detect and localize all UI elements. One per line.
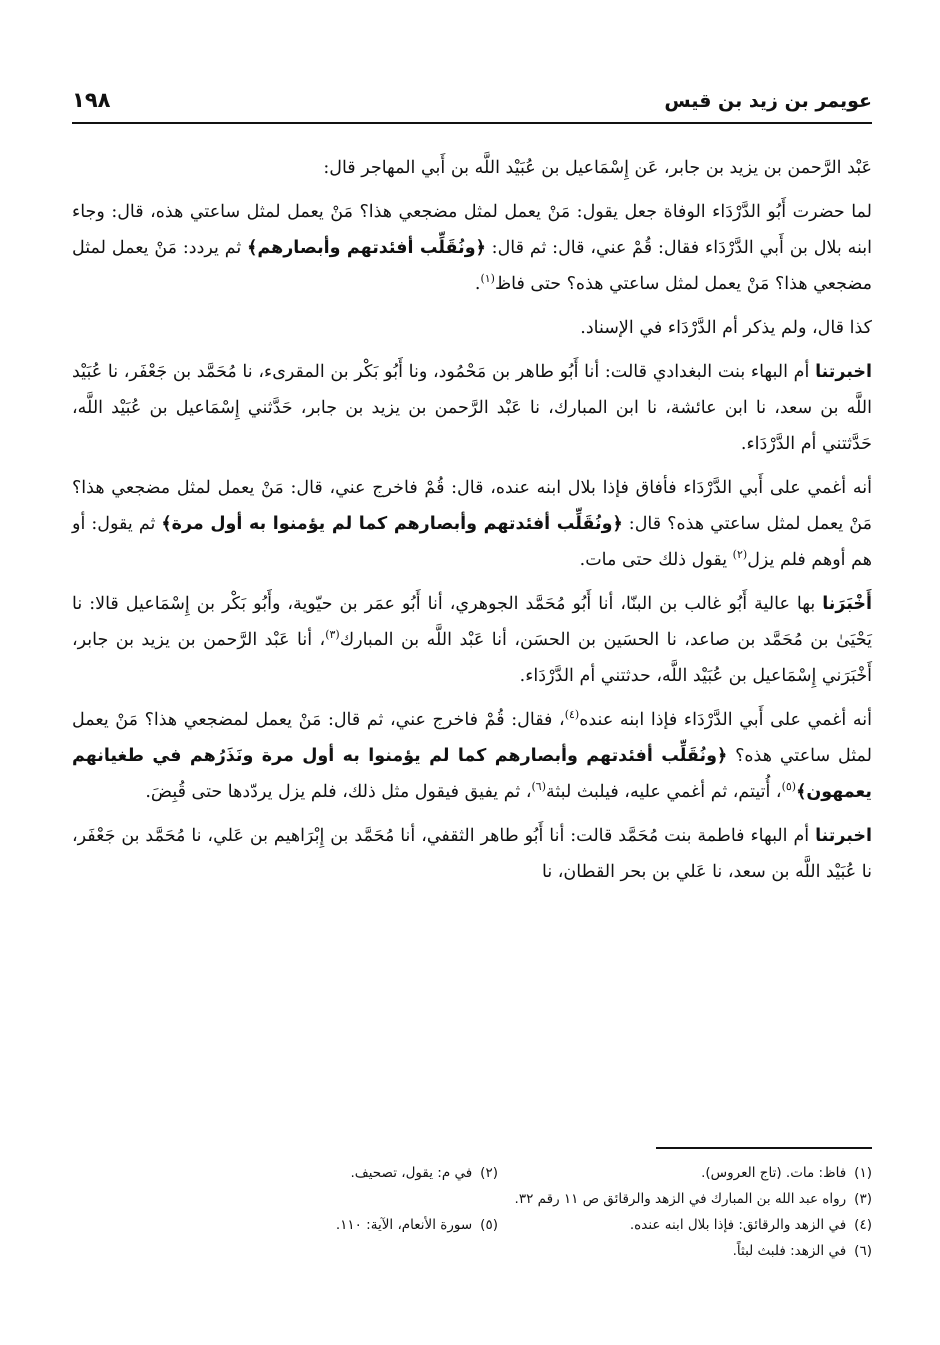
page-header — [72, 86, 872, 122]
footnote-row — [72, 1238, 872, 1264]
paragraph-2 — [72, 194, 872, 302]
footnote-1 — [532, 1160, 872, 1186]
main-text — [72, 150, 872, 898]
footnote-6 — [733, 1238, 872, 1264]
footnote-ref-5[interactable]: (٥) — [781, 780, 797, 794]
footnote-number: (٢) — [480, 1165, 498, 1181]
paragraph-1 — [72, 150, 872, 186]
paragraph-2-text-b: ثم يردد: مَنْ يعمل لمثل مضجعي هذا؟ مَنْ يعمل لمثل ساعتي هذه؟ حتى فاظ — [72, 238, 872, 294]
paragraph-5-text-a: أنه أغمي على أَبي الدَّرْدَاء فأفاق فإذا بلال ابنه عنده، قال: قُمْ فاخرج عني، قال: مَنْ يعمل لمثل مضجعي هذا؟ مَنْ يعمل لمثل ساعتي هذه؟ قال: — [72, 478, 872, 534]
paragraph-6-text-b: ، أنا عَبْد الرَّحمن بن يزيد بن جابر، أَخْبَرَني إِسْمَاعيل بن عُبَيْد اللَّه، حدثتني أم الدَّرْدَاء. — [72, 630, 872, 686]
quran-quote: ﴿ونُقَلِّب أفئدتهم وأبصارهم﴾ — [247, 238, 486, 258]
footnote-row — [72, 1160, 872, 1186]
footnote-ref-1[interactable]: (١) — [480, 272, 495, 286]
paragraph-7-text-b: ، فقال: قُمْ فاخرج عني، ثم قال: مَنْ يعمل لمضجعي هذا؟ مَنْ يعمل لمثل ساعتي هذه؟ — [72, 710, 872, 766]
paragraph-2-text-c: . — [474, 274, 481, 294]
footnote-2 — [350, 1160, 498, 1186]
footnote-text: في م: يقول، تصحيف. — [350, 1165, 473, 1181]
paragraph-2-text-a: لما حضرت أَبُو الدَّرْدَاء الوفاة جعل يقول: مَنْ يعمل لمثل مضجعي هذا؟ مَنْ يعمل لمثل ساعتي هذه، قال: وجاء ابنه بلال بن أَبي الدَّرْدَاء فقال: قُمْ عني، قال: ثم قال: — [72, 202, 873, 258]
paragraph-7-text-c: ، أُتيتم، ثم أغمي عليه، فيلبث لبثة — [546, 782, 782, 802]
footnote-row — [72, 1186, 872, 1212]
footnote-5 — [336, 1212, 498, 1238]
paragraph-8-lead: اخبرتنا — [815, 826, 872, 846]
page-number: ١٩٨ — [72, 88, 111, 112]
footnote-text: في الزهد: فلبث لبثاً. — [732, 1243, 847, 1259]
paragraph-1-text: عَبْد الرَّحمن بن يزيد بن جابر، عَن إِسْمَاعيل بن عُبَيْد اللَّه بن أَبي المهاجر قال: — [323, 158, 872, 178]
footnotes — [72, 1160, 872, 1264]
footnote-text: رواه عبد الله بن المبارك في الزهد والرقائق ص ١١ رقم ٣٢. — [514, 1191, 847, 1207]
paragraph-8 — [72, 818, 872, 890]
footnote-text: فاظ: مات. (تاج العروس). — [701, 1165, 847, 1181]
footnote-ref-2[interactable]: (٢) — [732, 548, 748, 562]
paragraph-4 — [72, 354, 872, 462]
paragraph-7-text-d: ، ثم يفيق فيقول مثل ذلك، فلم يزل يردّدها حتى قُبِضَ. — [145, 782, 532, 802]
footnote-4 — [532, 1212, 872, 1238]
paragraph-6 — [72, 586, 872, 694]
footnote-number: (١) — [854, 1165, 872, 1181]
quran-quote: ﴿ونُقَلِّب أفئدتهم وأبصارهم كما لم يؤمنوا به أول مرة ونَذَرُهم في طغيانهم يعمهون﴾ — [72, 746, 872, 802]
footnote-number: (٥) — [480, 1217, 498, 1233]
footnote-row — [72, 1212, 872, 1238]
paragraph-5-text-b: ثم يقول: أو هم أوهم فلم يزل — [72, 514, 872, 570]
footnote-ref-4[interactable]: (٤) — [564, 708, 580, 722]
footnote-3 — [515, 1186, 872, 1212]
footnote-number: (٤) — [854, 1217, 872, 1233]
footnote-ref-6[interactable]: (٦) — [531, 780, 546, 794]
paragraph-7-text-a: أنه أغمي على أَبي الدَّرْدَاء فإذا ابنه عنده — [579, 710, 872, 730]
paragraph-6-lead: أَخْبَرَنا — [822, 594, 872, 614]
footnote-text: سورة الأنعام، الآية: ١١٠. — [335, 1217, 473, 1233]
paragraph-6-text-a: بها عالية أَبُو غالب بن البنّا، أنا أَبُو مُحَمَّد الجوهري، أنا أَبُو عمَر بن حيّوية، وأَبُو بَكْر بن إِسْمَاعيل قالا: نا يَحْيَىٰ بن مُحَمَّد بن صاعد، نا الحسَين بن الحسَن، أنا عَبْد اللَّه بن المبارك — [72, 594, 872, 650]
footnote-divider — [656, 1147, 872, 1149]
paragraph-7 — [72, 702, 872, 810]
footnote-number: (٣) — [854, 1191, 872, 1207]
paragraph-5 — [72, 470, 872, 578]
footnote-number: (٦) — [854, 1243, 872, 1259]
paragraph-4-text: أم البهاء بنت البغدادي قالت: أنا أَبُو طاهر بن مَحْمُود، ونا أَبُو بَكْر بن المقرىء، نا مُحَمَّد بن جَعْفَر، نا عُبَيْد اللَّه بن سعد، نا ابن عائشة، نا ابن المبارك، نا عَبْد الرَّحمن بن يزيد بن جابر، حَدَّثني إِسْمَاعيل بن عُبَيْد اللَّه، حَدَّثتني أم الدَّرْدَاء. — [72, 362, 872, 454]
paragraph-3 — [72, 310, 872, 346]
footnote-ref-3[interactable]: (٣) — [325, 628, 340, 642]
paragraph-4-lead: اخبرتنا — [815, 362, 872, 382]
paragraph-5-text-c: يقول ذلك حتى مات. — [579, 550, 733, 570]
paragraph-3-text: كذا قال، ولم يذكر أم الدَّرْدَاء في الإسناد. — [580, 318, 872, 338]
header-divider — [72, 122, 872, 124]
footnote-text: في الزهد والرقائق: فإذا بلال ابنه عنده. — [629, 1217, 847, 1233]
running-title: عويمر بن زيد بن قيس — [664, 90, 872, 112]
paragraph-8-text: أم البهاء فاطمة بنت مُحَمَّد قالت: أنا أَبُو طاهر الثقفي، أنا مُحَمَّد بن إِبْرَاهيم بن عَلي، نا مُحَمَّد بن جَعْفَر، نا عُبَيْد اللَّه بن سعد، نا عَلي بن بحر القطان، نا — [72, 826, 872, 882]
quran-quote: ﴿ونُقَلِّب أفئدتهم وأبصارهم كما لم يؤمنوا به أول مرة﴾ — [161, 514, 623, 534]
